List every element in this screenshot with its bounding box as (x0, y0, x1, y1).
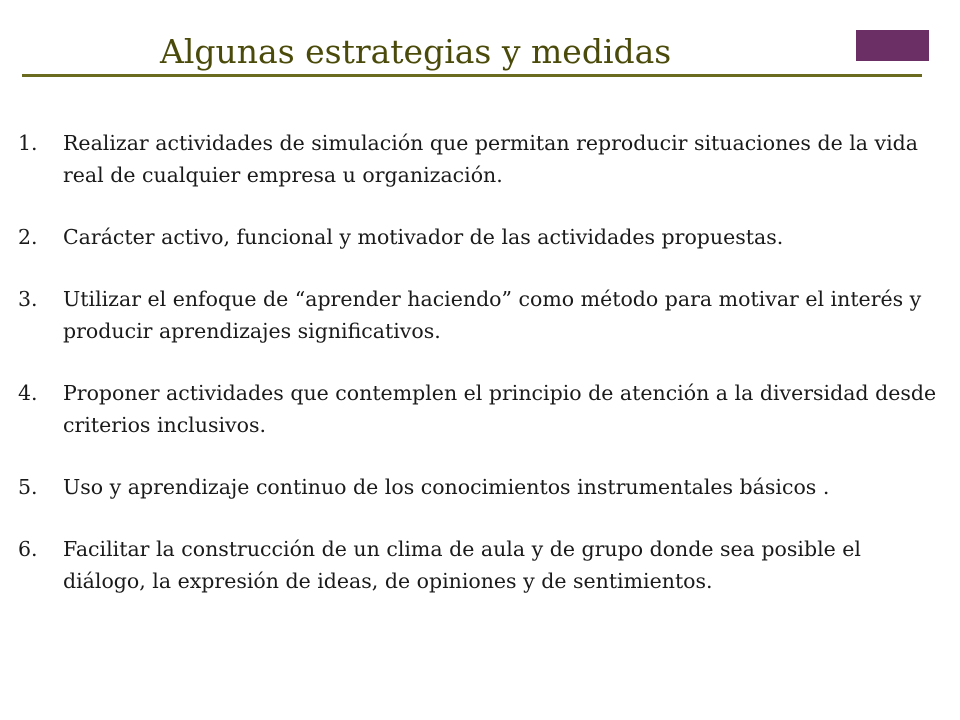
list-item (18, 221, 943, 253)
list-item (18, 471, 943, 503)
slide-title: Algunas estrategias y medidas (160, 32, 672, 71)
item-number: 2. (18, 225, 38, 249)
item-text: Uso y aprendizaje continuo de los conocimientos instrumentales básicos . (63, 475, 830, 499)
item-text: Carácter activo, funcional y motivador de las actividades propuestas. (63, 225, 784, 249)
item-text: Utilizar el enfoque de “aprender haciendo” como método para motivar el interés y producir aprendizajes significativos. (63, 287, 922, 343)
title-underline (22, 74, 922, 77)
item-number: 4. (18, 381, 38, 405)
accent-box (856, 30, 929, 61)
list-item (18, 127, 943, 191)
item-text: Realizar actividades de simulación que permitan reproducir situaciones de la vida real de cualquier empresa u organización. (63, 131, 918, 187)
list-item (18, 377, 943, 441)
item-text: Proponer actividades que contemplen el principio de atención a la diversidad desde criterios inclusivos. (63, 381, 937, 437)
list-item (18, 533, 943, 597)
item-text: Facilitar la construcción de un clima de aula y de grupo donde sea posible el diálogo, la expresión de ideas, de opiniones y de sentimientos. (63, 537, 861, 593)
item-number: 3. (18, 287, 38, 311)
list-item (18, 283, 943, 347)
item-number: 6. (18, 537, 38, 561)
strategy-list (18, 127, 943, 627)
item-number: 5. (18, 475, 38, 499)
item-number: 1. (18, 131, 38, 155)
